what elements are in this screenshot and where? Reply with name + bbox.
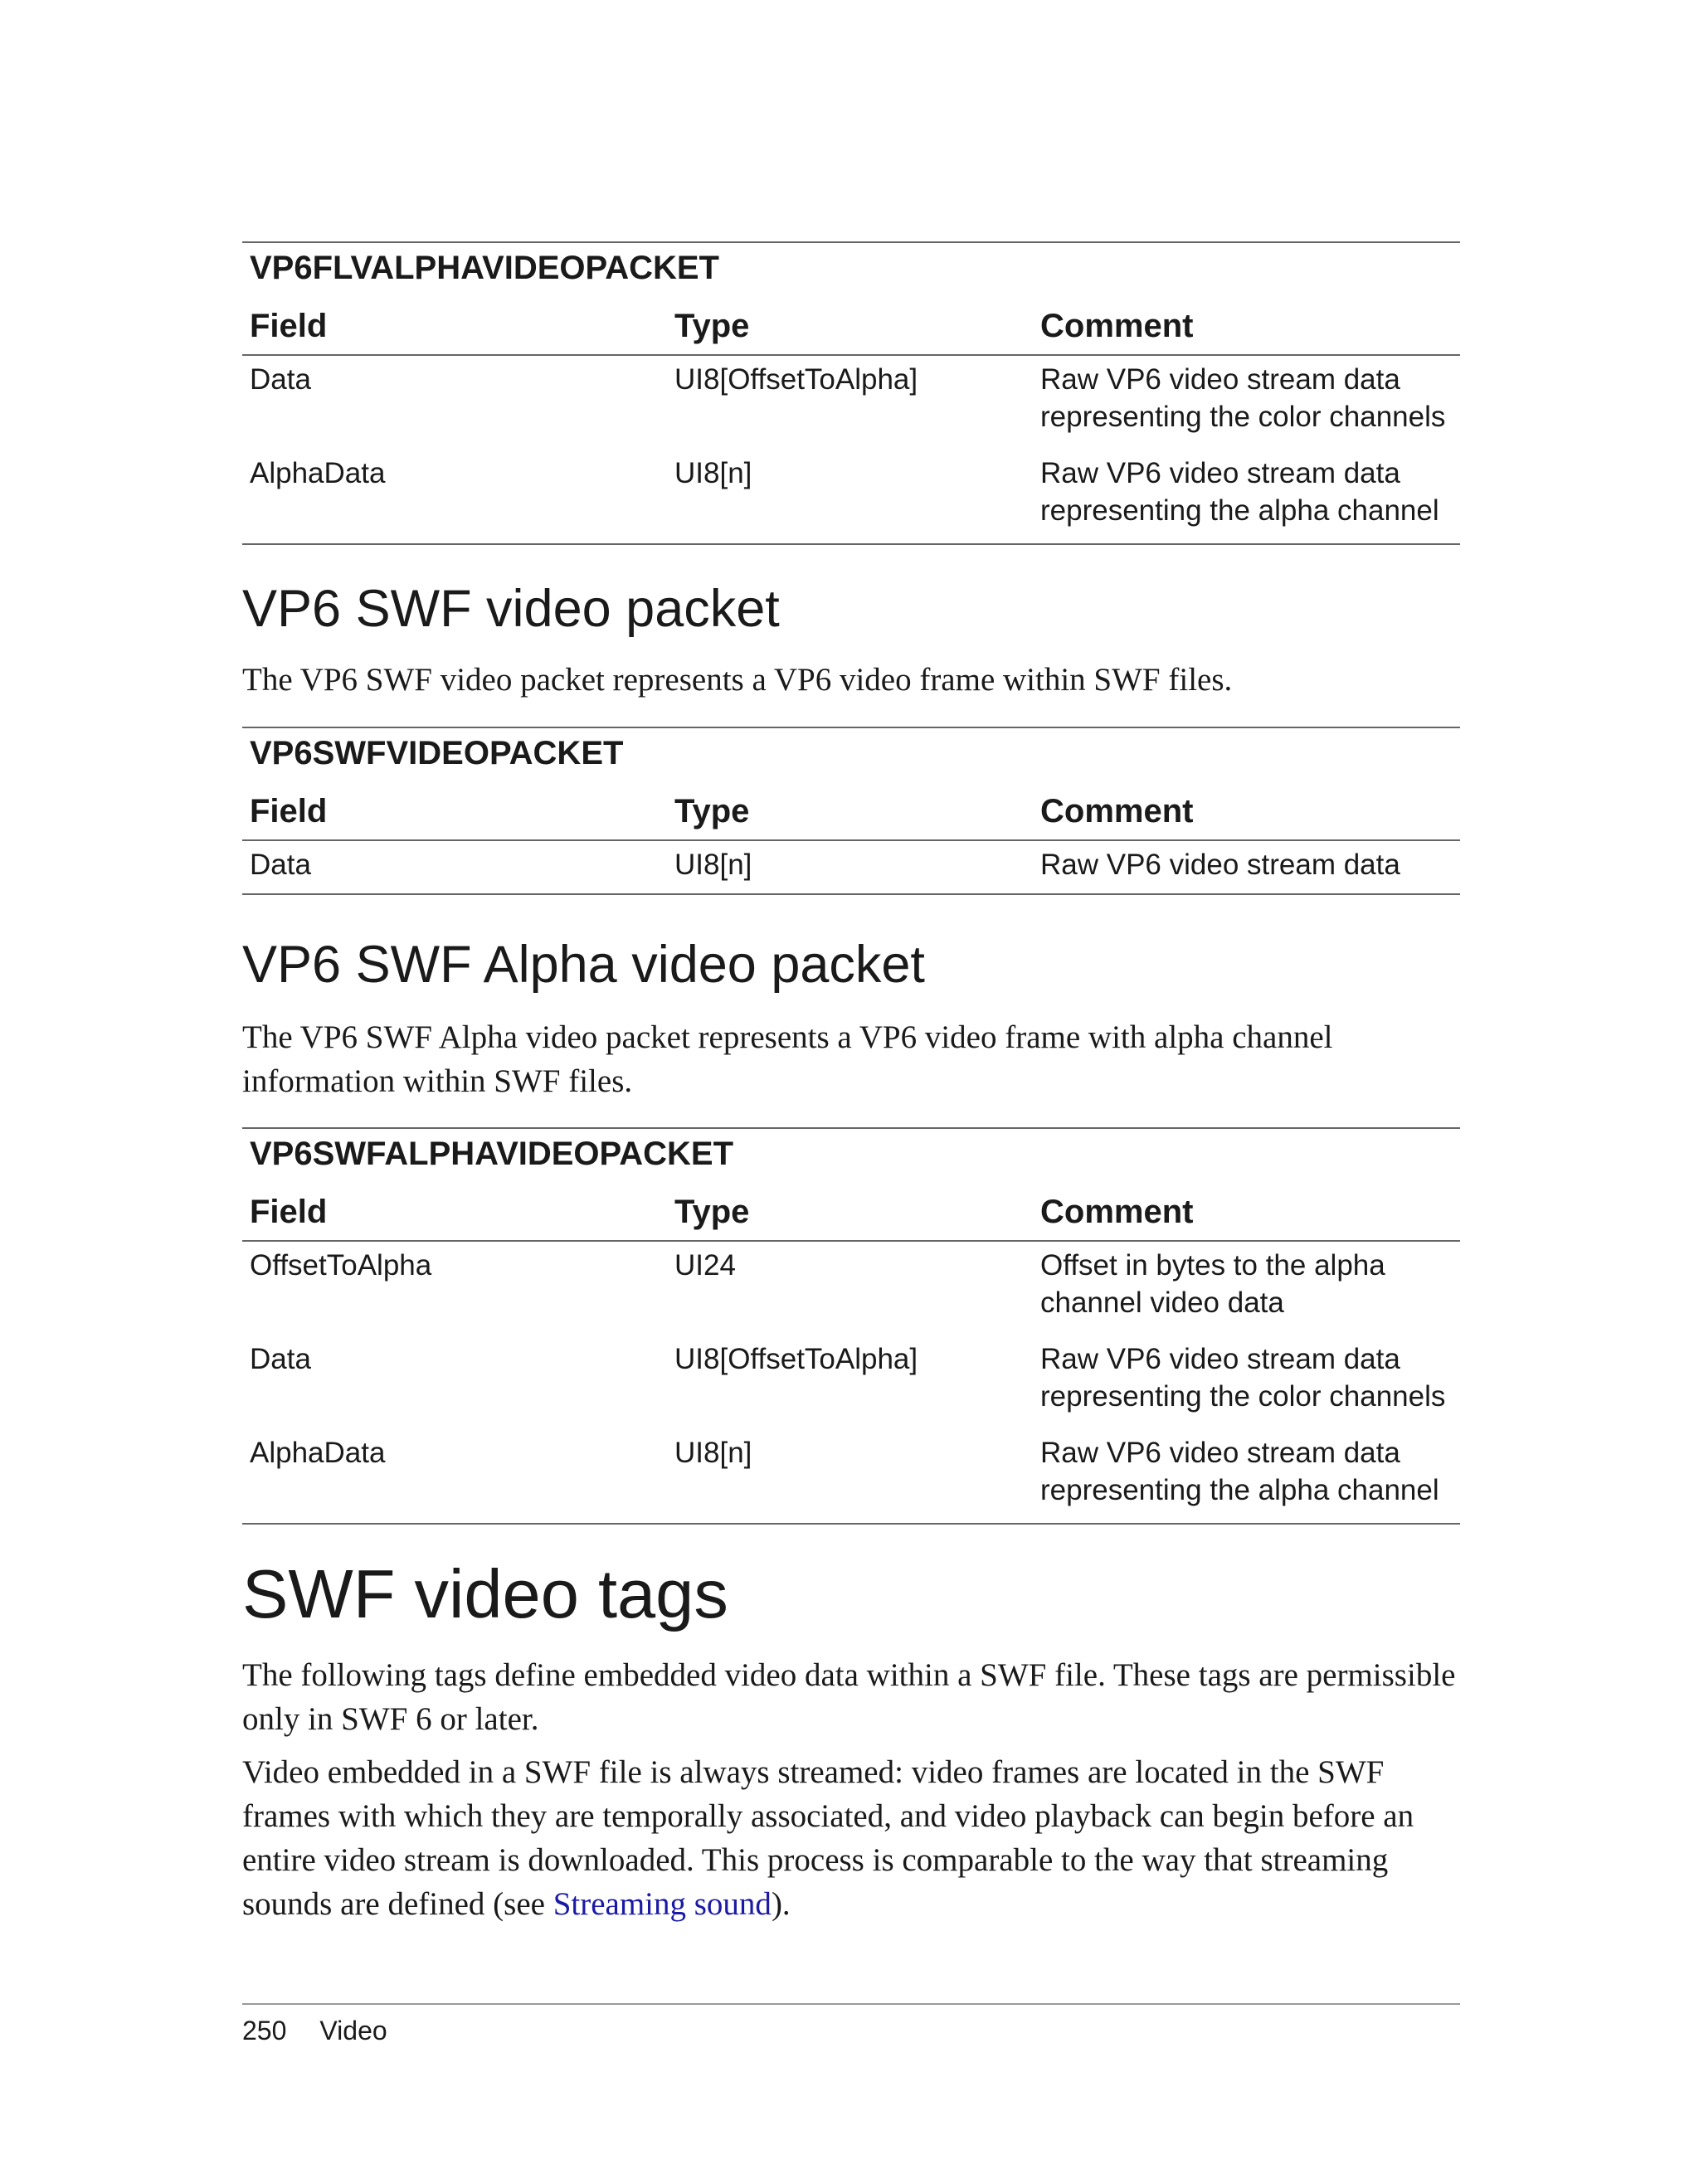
comment-line: representing the alpha channel <box>1040 494 1439 527</box>
paragraph-text: ). <box>771 1886 791 1922</box>
table-row <box>242 1429 1460 1525</box>
comment-line: Raw VP6 video stream data <box>1040 1437 1400 1469</box>
cell-type: UI8[OffsetToAlpha] <box>674 1343 918 1375</box>
cell-comment <box>1033 1247 1460 1321</box>
paragraph-line: frames with which they are temporally associated, and video playback can begin before an <box>242 1798 1414 1834</box>
cell-type: UI8[OffsetToAlpha] <box>674 363 918 396</box>
header-field: Field <box>250 793 328 829</box>
section-paragraph <box>242 1653 1460 1741</box>
cell-field: AlphaData <box>250 457 386 489</box>
cell-field: Data <box>250 1343 311 1375</box>
table-row <box>242 1335 1460 1429</box>
comment-line: channel video data <box>1040 1287 1284 1319</box>
comment-line: representing the alpha channel <box>1040 1474 1439 1506</box>
chapter-heading: SWF video tags <box>242 1555 728 1632</box>
table-title: VP6SWFVIDEOPACKET <box>250 735 624 771</box>
table-vp6flvalphavideopacket <box>242 241 1460 545</box>
section-heading: VP6 SWF Alpha video packet <box>242 936 925 994</box>
table-title: VP6SWFALPHAVIDEOPACKET <box>250 1136 734 1172</box>
paragraph-line: only in SWF 6 or later. <box>242 1701 539 1737</box>
cell-field: Data <box>250 849 311 881</box>
comment-line: representing the color channels <box>1040 1380 1446 1413</box>
table-row <box>242 1242 1460 1335</box>
table-header-row <box>242 288 1460 356</box>
table-header-row <box>242 773 1460 841</box>
header-type: Type <box>674 1194 750 1230</box>
table-title: VP6FLVALPHAVIDEOPACKET <box>250 250 719 286</box>
table-row <box>242 356 1460 450</box>
cell-type: UI8[n] <box>674 457 752 489</box>
header-comment: Comment <box>1040 308 1194 344</box>
comment-line: representing the color channels <box>1040 401 1446 433</box>
footer-section-name: Video <box>319 2016 387 2045</box>
table-vp6swfvideopacket <box>242 727 1460 895</box>
header-field: Field <box>250 308 328 344</box>
comment-line: Raw VP6 video stream data <box>1040 363 1400 396</box>
header-type: Type <box>674 793 750 829</box>
comment-line: Offset in bytes to the alpha <box>1040 1249 1385 1282</box>
cell-type: UI24 <box>674 1249 736 1282</box>
header-type: Type <box>674 308 750 344</box>
paragraph-line: information within SWF files. <box>242 1063 633 1099</box>
paragraph-line: entire video stream is downloaded. This process is comparable to the way that streaming <box>242 1842 1389 1878</box>
cell-field: OffsetToAlpha <box>250 1249 432 1282</box>
paragraph-text: sounds are defined (see <box>242 1886 553 1922</box>
comment-line: Raw VP6 video stream data <box>1040 1343 1400 1375</box>
table-row <box>242 450 1460 545</box>
page-number: 250 <box>242 2016 287 2045</box>
cell-field: AlphaData <box>250 1437 386 1469</box>
cell-type: UI8[n] <box>674 849 752 881</box>
header-field: Field <box>250 1194 328 1230</box>
paragraph-line: The following tags define embedded video data within a SWF file. These tags are permissible <box>242 1657 1456 1693</box>
streaming-sound-link[interactable]: Streaming sound <box>553 1886 772 1922</box>
table-row <box>242 841 1460 895</box>
page-footer <box>242 2014 387 2047</box>
cell-comment <box>1033 455 1460 529</box>
header-comment: Comment <box>1040 1194 1194 1230</box>
header-comment: Comment <box>1040 793 1194 829</box>
cell-comment: Raw VP6 video stream data <box>1040 849 1400 881</box>
section-paragraph: The VP6 SWF video packet represents a VP6 video frame within SWF files. <box>242 662 1233 698</box>
footer-divider <box>242 2003 1460 2005</box>
section-paragraph <box>242 1015 1460 1103</box>
cell-field: Data <box>250 363 311 396</box>
paragraph-line <box>242 1882 1460 1926</box>
table-vp6swfalphavideopacket <box>242 1127 1460 1525</box>
paragraph-line: The VP6 SWF Alpha video packet represents a VP6 video frame with alpha channel <box>242 1019 1333 1055</box>
comment-line: Raw VP6 video stream data <box>1040 457 1400 489</box>
section-heading: VP6 SWF video packet <box>242 580 780 638</box>
cell-comment <box>1033 1340 1460 1415</box>
section-paragraph <box>242 1750 1460 1926</box>
cell-comment <box>1033 361 1460 435</box>
paragraph-line: Video embedded in a SWF file is always streamed: video frames are located in the SWF <box>242 1754 1385 1790</box>
cell-comment <box>1033 1434 1460 1509</box>
cell-type: UI8[n] <box>674 1437 752 1469</box>
table-header-row <box>242 1174 1460 1242</box>
